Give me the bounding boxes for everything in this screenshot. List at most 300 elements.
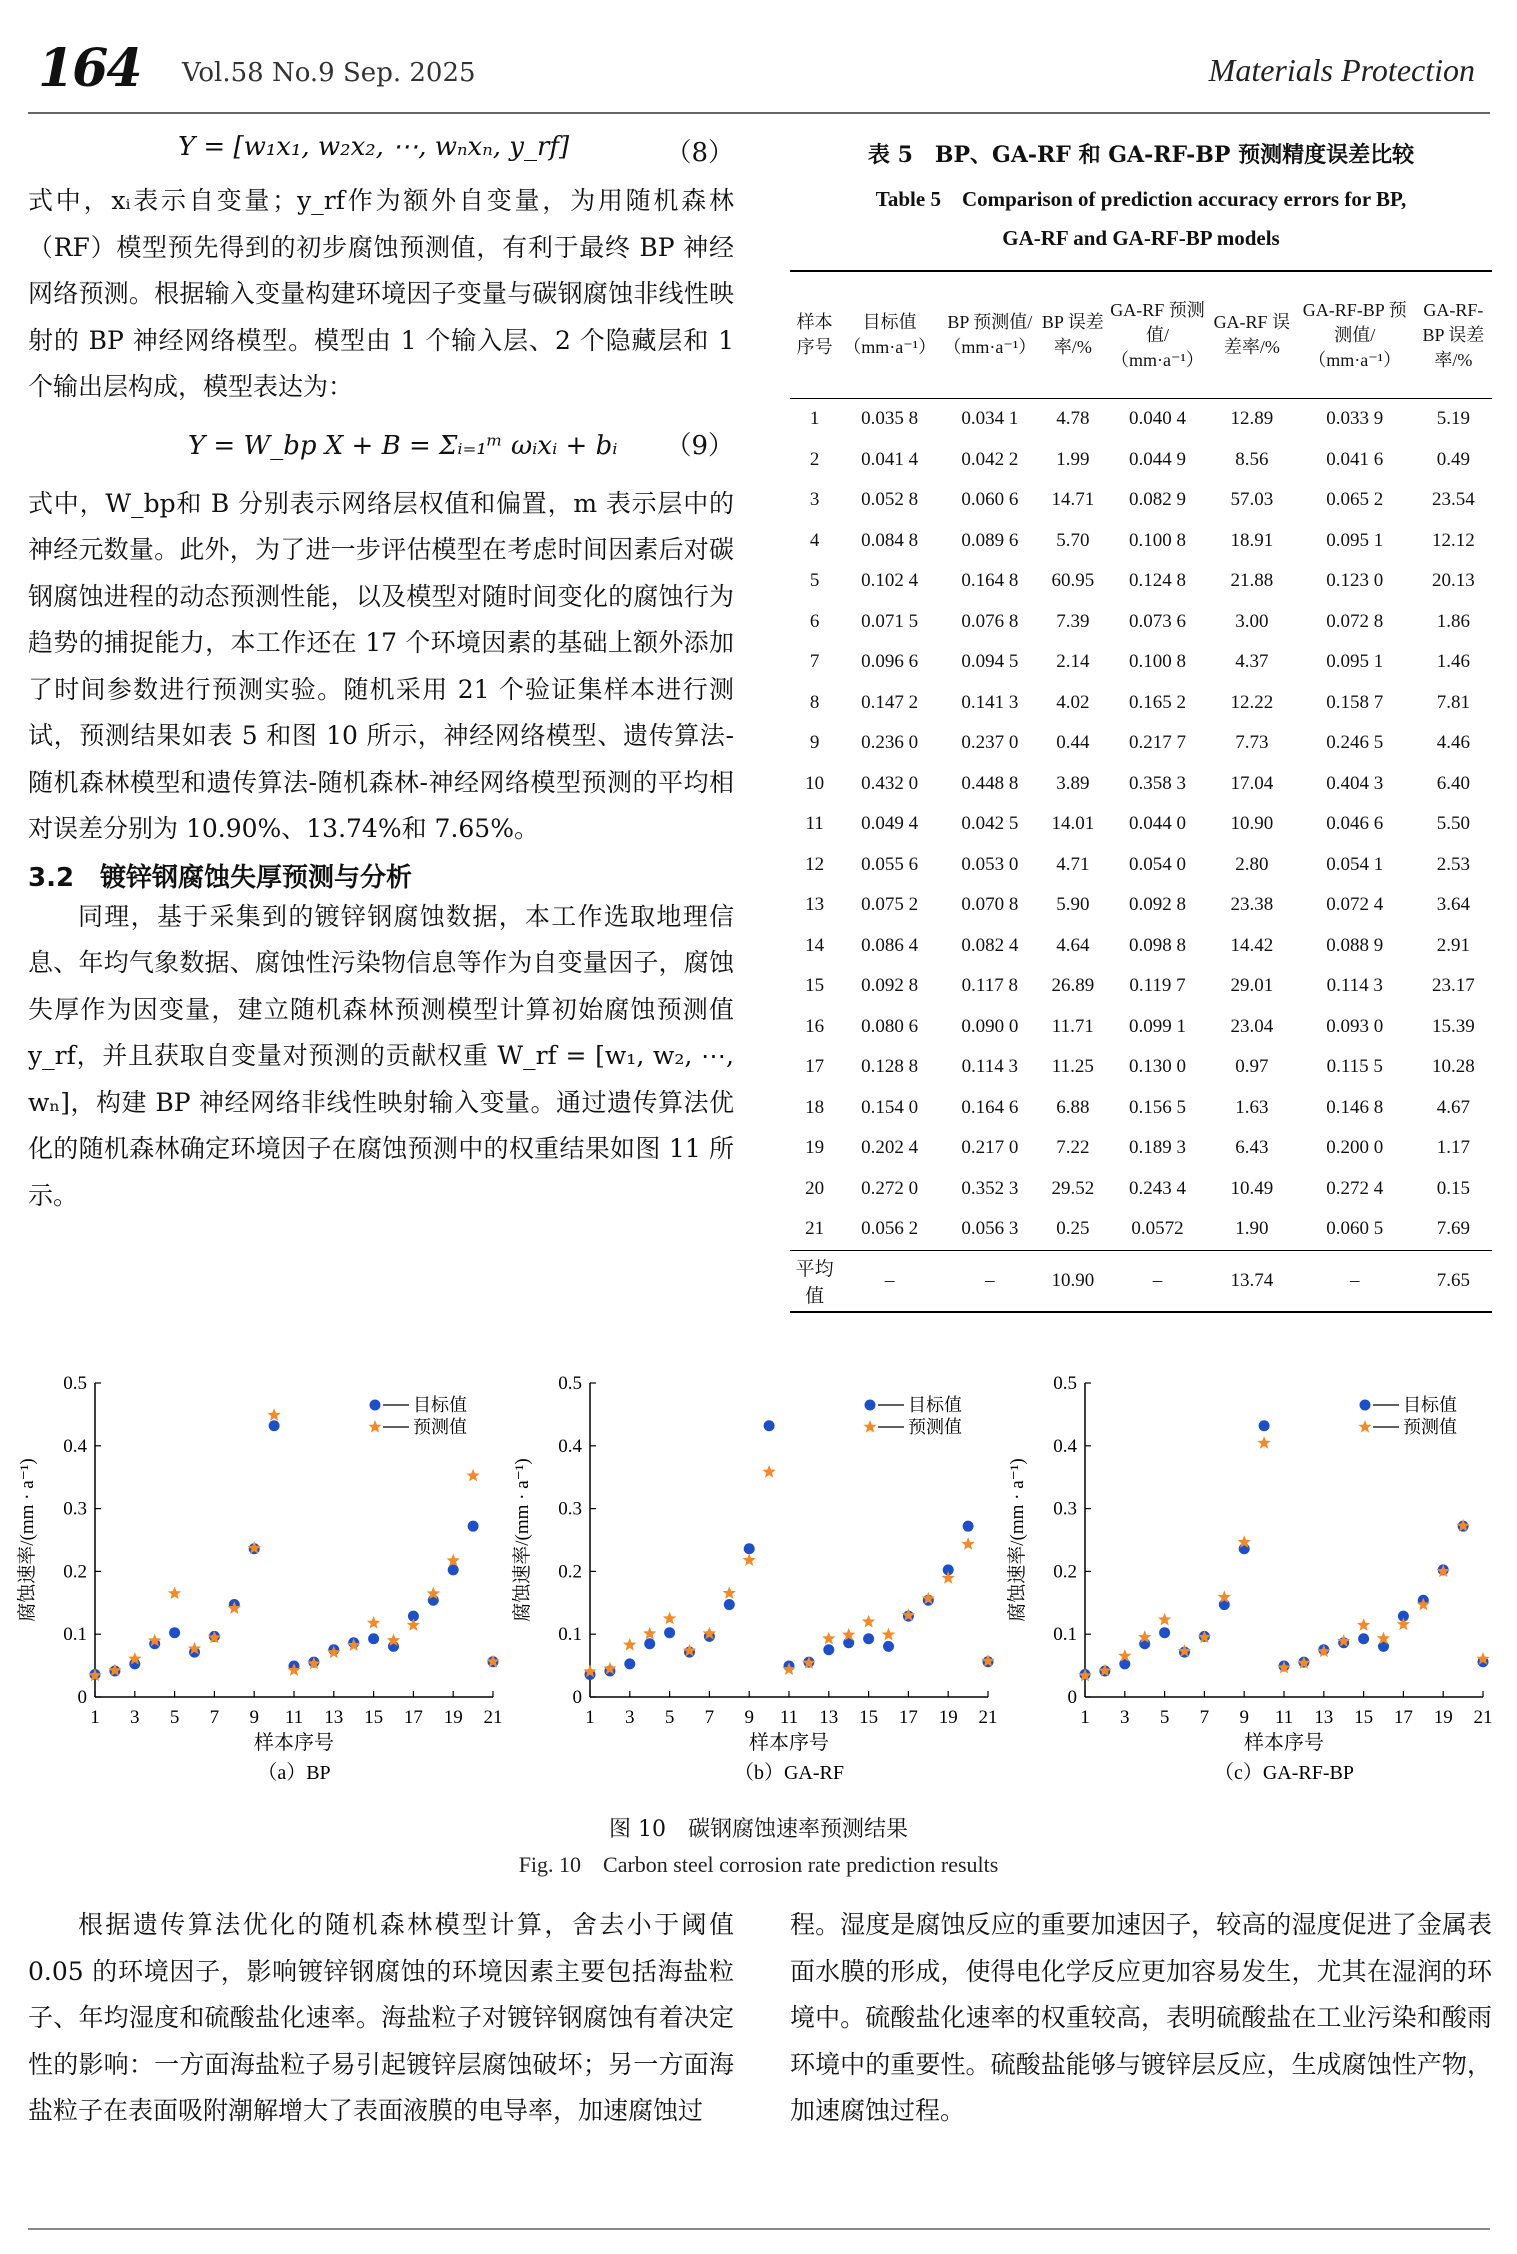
table-cell: 5.50	[1436, 813, 1470, 835]
prediction-point	[862, 1615, 875, 1628]
table-header-cell: GA-RF-BP 误差率/%	[1422, 299, 1485, 370]
table-cell: 0.358 3	[1129, 772, 1186, 794]
prediction-point	[1357, 1618, 1370, 1631]
table-cell: 0.042 5	[961, 813, 1019, 835]
x-tick-label: 3	[1120, 1707, 1130, 1728]
table-cell: 0.147 2	[861, 691, 919, 713]
table-cell: 10	[805, 772, 825, 794]
target-point	[883, 1641, 894, 1652]
prediction-point	[643, 1627, 656, 1640]
x-tick-label: 13	[1314, 1707, 1334, 1728]
table-cell: 10.90	[1230, 813, 1274, 835]
table-row	[790, 399, 1492, 440]
table-cell: 13	[805, 894, 825, 916]
table-cell: 0.099 1	[1129, 1015, 1186, 1037]
table-cell: 4	[809, 529, 820, 551]
table-cell: 0.060 5	[1326, 1218, 1384, 1240]
table-row	[790, 602, 1492, 643]
x-tick-label: 9	[249, 1707, 259, 1728]
legend-label: 预测值	[908, 1417, 962, 1437]
x-tick-label: 13	[324, 1707, 344, 1728]
x-tick-label: 5	[664, 1707, 675, 1728]
table-cell: 0.072 4	[1326, 894, 1384, 916]
table-cell: 0.082 4	[961, 934, 1019, 956]
table-cell: 11	[805, 813, 824, 835]
y-tick-label: 0.4	[1053, 1435, 1077, 1457]
table-cell: 1.46	[1436, 651, 1470, 673]
table-cell: 0.041 4	[861, 448, 919, 470]
table-row	[790, 764, 1492, 805]
table-cell: 7.65	[1436, 1269, 1470, 1291]
panel-label: （a）BP	[257, 1762, 331, 1784]
table-cell: 3.89	[1056, 772, 1090, 794]
table-row	[790, 521, 1492, 562]
target-point	[1378, 1641, 1389, 1652]
y-tick-label: 0.3	[558, 1498, 582, 1520]
figure-10-charts	[0, 1365, 1517, 1805]
prediction-point	[961, 1537, 974, 1550]
figure-caption-en: Fig. 10 Carbon steel corrosion rate prediction results	[518, 1852, 999, 1877]
table-cell: 0.060 6	[961, 489, 1019, 511]
table-cell: 16	[805, 1015, 825, 1037]
table-cell: 5.90	[1056, 894, 1090, 916]
y-tick-label: 0.4	[558, 1435, 582, 1457]
table-title-en-1: Table 5 Comparison of prediction accuracy errors for BP,	[875, 187, 1407, 211]
table-cell: 20	[805, 1177, 825, 1199]
legend-label: 目标值	[908, 1395, 962, 1415]
target-point	[624, 1658, 635, 1669]
table-title-en-2: GA-RF and GA-RF-BP models	[1002, 226, 1280, 250]
table-cell: 5.19	[1436, 408, 1470, 430]
table-cell: 7.81	[1436, 691, 1470, 713]
target-point	[644, 1638, 655, 1649]
y-tick-label: 0.1	[558, 1624, 582, 1646]
legend-label: 预测值	[1403, 1417, 1457, 1437]
left-column	[28, 132, 734, 1219]
table-cell: 17	[805, 1056, 825, 1078]
table-cell: 0.243 4	[1129, 1177, 1186, 1199]
x-tick-label: 15	[364, 1707, 384, 1728]
table-cell: 0.049 4	[861, 813, 919, 835]
table-header-cell: GA-RF 误差率/%	[1213, 312, 1291, 357]
table-cell: 4.64	[1056, 934, 1090, 956]
legend-marker-prediction	[1358, 1420, 1371, 1433]
table-row	[790, 1128, 1492, 1169]
target-point	[169, 1627, 180, 1638]
table-cell: 4.37	[1235, 651, 1269, 673]
table-cell: 0.156 5	[1129, 1096, 1186, 1118]
table-cell: 10.28	[1432, 1056, 1475, 1078]
legend-marker-target	[370, 1400, 381, 1411]
table-cell: 平均值	[795, 1258, 834, 1307]
table-cell: –	[884, 1269, 895, 1291]
y-axis-label: 腐蚀速率/(mm · a⁻¹)	[17, 1458, 38, 1622]
y-tick-label: 0.2	[1053, 1561, 1077, 1583]
table-cell: 0.352 3	[961, 1177, 1019, 1199]
table-cell: 0.090 0	[961, 1015, 1019, 1037]
table-cell: 0.096 6	[861, 651, 919, 673]
y-tick-label: 0.5	[63, 1373, 87, 1394]
table-cell: 11.71	[1051, 1015, 1094, 1037]
table-cell: 0.237 0	[961, 732, 1019, 754]
target-point	[843, 1637, 854, 1648]
table-cell: 21.88	[1230, 570, 1274, 592]
table-header-cell: 样本序号	[796, 312, 833, 357]
prediction-point	[1397, 1617, 1410, 1630]
x-tick-label: 17	[403, 1707, 423, 1728]
table-cell: 60.95	[1051, 570, 1095, 592]
table-cell: 0.119 7	[1129, 975, 1186, 997]
table-row	[790, 885, 1492, 926]
table-cell: 0.035 8	[861, 408, 919, 430]
target-point	[368, 1633, 379, 1644]
target-point	[468, 1521, 479, 1532]
table-cell: 0.164 8	[961, 570, 1019, 592]
table-cell: 6.43	[1235, 1137, 1269, 1159]
prediction-point	[762, 1465, 775, 1478]
prediction-point	[168, 1587, 181, 1600]
table-cell: 0.065 2	[1326, 489, 1384, 511]
table-row	[790, 440, 1492, 481]
y-tick-label: 0	[1067, 1687, 1077, 1708]
y-axis-label: 腐蚀速率/(mm · a⁻¹)	[1007, 1458, 1028, 1622]
x-axis-label: 样本序号	[749, 1732, 829, 1754]
table-cell: 0.041 6	[1326, 448, 1384, 470]
target-point	[863, 1633, 874, 1644]
table-cell: 0.056 3	[961, 1218, 1019, 1240]
x-tick-label: 1	[90, 1707, 100, 1728]
x-tick-label: 11	[1274, 1707, 1294, 1728]
table-cell: –	[1152, 1269, 1163, 1291]
table-cell: 0.165 2	[1129, 691, 1186, 713]
table-cell: 0.100 8	[1129, 529, 1186, 551]
header-rule	[28, 112, 1490, 114]
bottom-left-paragraph: 根据遗传算法优化的随机森林模型计算，舍去小于阈值 0.05 的环境因子，影响镀锌钢腐蚀的环境因素主要包括海盐粒子、年均湿度和硫酸盐化速率。海盐粒子对镀锌钢腐蚀有着决定性的影响：一方面海盐粒子易引起镀锌层腐蚀破坏；另一方面海盐粒子在表面吸附潮解增大了表面液膜的电导率，加速腐蚀过	[28, 1910, 734, 2125]
table-cell: 11.25	[1051, 1056, 1094, 1078]
table-cell: 0.042 2	[961, 448, 1019, 470]
y-tick-label: 0.5	[558, 1373, 582, 1394]
table-cell: 2	[809, 448, 820, 470]
paragraph-2: 式中，W_bp和 B 分别表示网络层权值和偏置，m 表示层中的神经元数量。此外，为了进一步评估模型在考虑时间因素后对碳钢腐蚀进程的动态预测性能，以及模型对随时间变化的腐蚀行为趋势的捕捉能力，本工作还在 17 个环境因素的基础上额外添加了时间参数进行预测实验。随机采用 21 个验证集样本进行测试，预测结果如表 5 和图 10 所示，神经网络模型、遗传算法-随机森林模型和遗传算法-随机森林-神经网络模型预测的平均相对误差分别为 10.90%、13.74%和 7.65%。	[28, 488, 734, 843]
journal-volume: Vol.58 No.9 Sep. 2025	[182, 58, 476, 88]
table-cell: 4.46	[1436, 732, 1470, 754]
table-cell: 7.39	[1056, 610, 1090, 632]
table-cell: 0.044 0	[1129, 813, 1186, 835]
table-cell: 0.072 8	[1326, 610, 1384, 632]
table-cell: 0.034 1	[961, 408, 1019, 430]
section-heading: 3.2 镀锌钢腐蚀失厚预测与分析	[28, 862, 413, 893]
table-cell: 57.03	[1230, 489, 1274, 511]
table-cell: 0.080 6	[861, 1015, 919, 1037]
table-cell: 13.74	[1230, 1269, 1274, 1291]
table-cell: 0.15	[1436, 1177, 1470, 1199]
table-cell: 0.117 8	[961, 975, 1018, 997]
x-tick-label: 1	[1080, 1707, 1090, 1728]
table-cell: 0.154 0	[861, 1096, 919, 1118]
table-cell: 0.070 8	[961, 894, 1019, 916]
table-cell: 0.071 5	[861, 610, 919, 632]
table-row	[790, 561, 1492, 602]
target-point	[1358, 1633, 1369, 1644]
table-cell: 0.124 8	[1129, 570, 1186, 592]
table-cell: 0.040 4	[1129, 408, 1186, 430]
x-tick-label: 21	[978, 1707, 998, 1728]
y-tick-label: 0.5	[1053, 1373, 1077, 1394]
table-cell: 0.404 3	[1326, 772, 1384, 794]
table-cell: –	[1349, 1269, 1360, 1291]
table-cell: 0.095 1	[1326, 651, 1384, 673]
y-tick-label: 0.1	[63, 1624, 87, 1646]
table-cell: 0.055 6	[861, 853, 919, 875]
prediction-point	[942, 1571, 955, 1584]
table-row	[790, 1047, 1492, 1088]
table-cell: 0.094 5	[961, 651, 1019, 673]
table-cell: 0.033 9	[1326, 408, 1384, 430]
table-cell: 0.158 7	[1326, 691, 1384, 713]
table-cell: 29.01	[1230, 975, 1274, 997]
table-cell: 0.095 1	[1326, 529, 1384, 551]
target-point	[1259, 1420, 1270, 1431]
target-point	[1159, 1627, 1170, 1638]
table-cell: 29.52	[1051, 1177, 1095, 1199]
table-header-cell: GA-RF-BP 预测值/（mm·a⁻¹）	[1302, 299, 1407, 370]
prediction-point	[623, 1638, 636, 1651]
table-cell: 17.04	[1230, 772, 1274, 794]
table-cell: 0.97	[1235, 1056, 1269, 1078]
table-cell: 0.448 8	[961, 772, 1019, 794]
prediction-point	[466, 1469, 479, 1482]
table-cell: 0.054 0	[1129, 853, 1186, 875]
table-cell: 1	[809, 408, 820, 430]
table-cell: 2.53	[1436, 853, 1470, 875]
table-cell: 19	[805, 1137, 825, 1159]
legend-label: 预测值	[413, 1417, 467, 1437]
equation-9-number: （9）	[665, 430, 734, 461]
table-cell: 14	[805, 934, 825, 956]
table-cell: 0.088 9	[1326, 934, 1384, 956]
x-axis-label: 样本序号	[254, 1732, 334, 1754]
prediction-point	[367, 1616, 380, 1629]
legend-marker-prediction	[368, 1420, 381, 1433]
y-tick-label: 0.3	[63, 1498, 87, 1520]
table-cell: 8.56	[1235, 448, 1269, 470]
target-point	[963, 1521, 974, 1532]
table-row	[790, 683, 1492, 724]
prediction-point	[1277, 1661, 1290, 1674]
table-cell: 20.13	[1432, 570, 1475, 592]
table-cell: 1.86	[1436, 610, 1470, 632]
table-cell: 2.80	[1235, 853, 1269, 875]
prediction-point	[1257, 1436, 1270, 1449]
table-cell: 0.093 0	[1326, 1015, 1384, 1037]
table-cell: 7	[809, 651, 820, 673]
table-cell: 0.272 4	[1326, 1177, 1384, 1199]
table-cell: 5.70	[1056, 529, 1090, 551]
prediction-point	[407, 1618, 420, 1631]
table-cell: 14.42	[1230, 934, 1274, 956]
table-cell: 0.128 8	[861, 1056, 919, 1078]
table-cell: 4.02	[1056, 691, 1090, 713]
table-cell: 10.90	[1051, 1269, 1095, 1291]
x-axis-label: 样本序号	[1244, 1732, 1324, 1754]
x-tick-label: 9	[744, 1707, 754, 1728]
table-average-row	[790, 1250, 1492, 1312]
table-cell: 7.69	[1436, 1218, 1470, 1240]
table-5	[790, 270, 1492, 1313]
y-tick-label: 0.1	[1053, 1624, 1077, 1646]
table-cell: 18	[805, 1096, 825, 1118]
table-cell: 1.99	[1056, 448, 1090, 470]
table-cell: 8	[809, 691, 820, 713]
table-cell: 0.0572	[1131, 1218, 1184, 1240]
table-cell: 0.086 4	[861, 934, 919, 956]
target-point	[744, 1543, 755, 1554]
table-title-cn: 表 5 BP、GA-RF 和 GA-RF-BP 预测精度误差比较	[867, 142, 1415, 168]
table-cell: 6.40	[1436, 772, 1470, 794]
legend-label: 目标值	[1403, 1395, 1457, 1415]
table-cell: 0.272 0	[861, 1177, 919, 1199]
table-cell: 0.217 0	[961, 1137, 1019, 1159]
x-tick-label: 3	[625, 1707, 635, 1728]
table-cell: 1.63	[1235, 1096, 1269, 1118]
table-cell: 4.67	[1436, 1096, 1470, 1118]
table-cell: 23.38	[1230, 894, 1274, 916]
table-row	[790, 642, 1492, 683]
table-cell: 0.089 6	[961, 529, 1019, 551]
x-tick-label: 7	[1199, 1707, 1210, 1728]
table-header-cell: 目标值（mm·a⁻¹）	[843, 312, 937, 357]
table-cell: 0.123 0	[1326, 570, 1384, 592]
table-row	[790, 966, 1492, 1007]
x-tick-label: 19	[938, 1707, 958, 1728]
table-cell: 0.082 9	[1129, 489, 1186, 511]
x-tick-label: 1	[585, 1707, 595, 1728]
legend-marker-target	[1360, 1400, 1371, 1411]
table-header-cell: GA-RF 预测值/（mm·a⁻¹）	[1110, 299, 1205, 370]
table-cell: 26.89	[1051, 975, 1095, 997]
x-tick-label: 21	[1473, 1707, 1493, 1728]
legend-label: 目标值	[413, 1395, 467, 1415]
x-tick-label: 17	[1393, 1707, 1413, 1728]
x-tick-label: 13	[819, 1707, 839, 1728]
table-cell: 0.084 8	[861, 529, 919, 551]
table-row	[790, 926, 1492, 967]
target-point	[1219, 1599, 1230, 1610]
table-cell: 23.04	[1230, 1015, 1274, 1037]
prediction-point	[267, 1408, 280, 1421]
table-cell: 0.075 2	[861, 894, 919, 916]
table-cell: 0.217 7	[1129, 732, 1186, 754]
x-tick-label: 15	[859, 1707, 879, 1728]
table-cell: 0.114 3	[961, 1056, 1018, 1078]
table-cell: 0.100 8	[1129, 651, 1186, 673]
table-cell: 12.22	[1230, 691, 1274, 713]
x-tick-label: 7	[209, 1707, 220, 1728]
table-cell: 0.202 4	[861, 1137, 919, 1159]
table-row	[790, 723, 1492, 764]
table-cell: 0.200 0	[1326, 1137, 1384, 1159]
table-cell: 0.246 5	[1326, 732, 1384, 754]
equation-8-number: （8）	[665, 138, 734, 168]
equation-8	[28, 132, 734, 178]
table-cell: 14.01	[1051, 813, 1095, 835]
target-point	[823, 1644, 834, 1655]
table-cell: 0.102 4	[861, 570, 919, 592]
table-cell: 1.90	[1235, 1218, 1269, 1240]
x-tick-label: 11	[284, 1707, 304, 1728]
table-header-cell: BP 误差率/%	[1041, 312, 1104, 357]
y-tick-label: 0.4	[63, 1435, 87, 1457]
table-cell: 0.189 3	[1129, 1137, 1186, 1159]
bottom-left-column	[28, 1902, 734, 2135]
table-cell: 2.91	[1436, 934, 1470, 956]
table-cell: 5	[809, 570, 820, 592]
table-row	[790, 804, 1492, 845]
prediction-point	[882, 1628, 895, 1641]
figure-caption-cn: 图 10 碳钢腐蚀速率预测结果	[609, 1817, 908, 1842]
table-cell: 12.12	[1432, 529, 1475, 551]
table-cell: 0.115 5	[1326, 1056, 1383, 1078]
table-cell: 3.64	[1436, 894, 1470, 916]
legend-marker-target	[865, 1400, 876, 1411]
prediction-point	[663, 1612, 676, 1625]
x-tick-label: 15	[1354, 1707, 1374, 1728]
equation-9-body: Y = W_bp X + B = Σᵢ₌₁ᵐ ωᵢxᵢ + bᵢ	[188, 430, 618, 461]
x-tick-label: 7	[704, 1707, 715, 1728]
table-cell: 9	[809, 732, 820, 754]
table-cell: 0.432 0	[861, 772, 919, 794]
table-cell: 23.17	[1432, 975, 1475, 997]
table-cell: –	[985, 1269, 995, 1291]
x-tick-label: 17	[898, 1707, 918, 1728]
x-tick-label: 19	[1433, 1707, 1453, 1728]
x-tick-label: 5	[169, 1707, 180, 1728]
table-row	[790, 845, 1492, 886]
x-tick-label: 5	[1159, 1707, 1170, 1728]
y-axis-label: 腐蚀速率/(mm · a⁻¹)	[512, 1458, 533, 1622]
table-cell: 0.046 6	[1326, 813, 1384, 835]
x-tick-label: 21	[483, 1707, 503, 1728]
paragraph-1: 式中，xᵢ表示自变量；y_rf作为额外自变量，为用随机森林（RF）模型预先得到的初步腐蚀预测值，有利于最终 BP 神经网络预测。根据输入变量构建环境因子变量与碳钢腐蚀非线性映射的 BP 神经网络模型。模型由 1 个输入层、2 个隐藏层和 1 个输出层构成，模型表达为：	[28, 186, 734, 401]
table-cell: 23.54	[1432, 489, 1475, 511]
target-point	[1119, 1658, 1130, 1669]
table-cell: 4.78	[1056, 408, 1090, 430]
x-tick-label: 9	[1239, 1707, 1249, 1728]
x-tick-label: 11	[779, 1707, 799, 1728]
table-cell: 0.164 6	[961, 1096, 1019, 1118]
table-cell: 0.25	[1056, 1218, 1090, 1240]
table-cell: 2.14	[1056, 651, 1090, 673]
table-cell: 4.71	[1056, 853, 1090, 875]
x-tick-label: 19	[443, 1707, 463, 1728]
y-tick-label: 0.3	[1053, 1498, 1077, 1520]
target-point	[269, 1420, 280, 1431]
table-cell: 0.053 0	[961, 853, 1019, 875]
table-cell: 0.076 8	[961, 610, 1019, 632]
panel-label: （b）GA-RF	[733, 1762, 845, 1784]
equation-9	[28, 411, 734, 481]
page-number: 164	[38, 38, 141, 99]
table-cell: 12.89	[1230, 408, 1274, 430]
table-cell: 0.052 8	[861, 489, 919, 511]
table-cell: 6	[809, 610, 820, 632]
y-tick-label: 0.2	[63, 1561, 87, 1583]
table-cell: 0.092 8	[861, 975, 919, 997]
table-cell: 0.236 0	[861, 732, 919, 754]
y-tick-label: 0	[572, 1687, 582, 1708]
table-cell: 0.130 0	[1129, 1056, 1186, 1078]
table-cell: 15	[805, 975, 825, 997]
